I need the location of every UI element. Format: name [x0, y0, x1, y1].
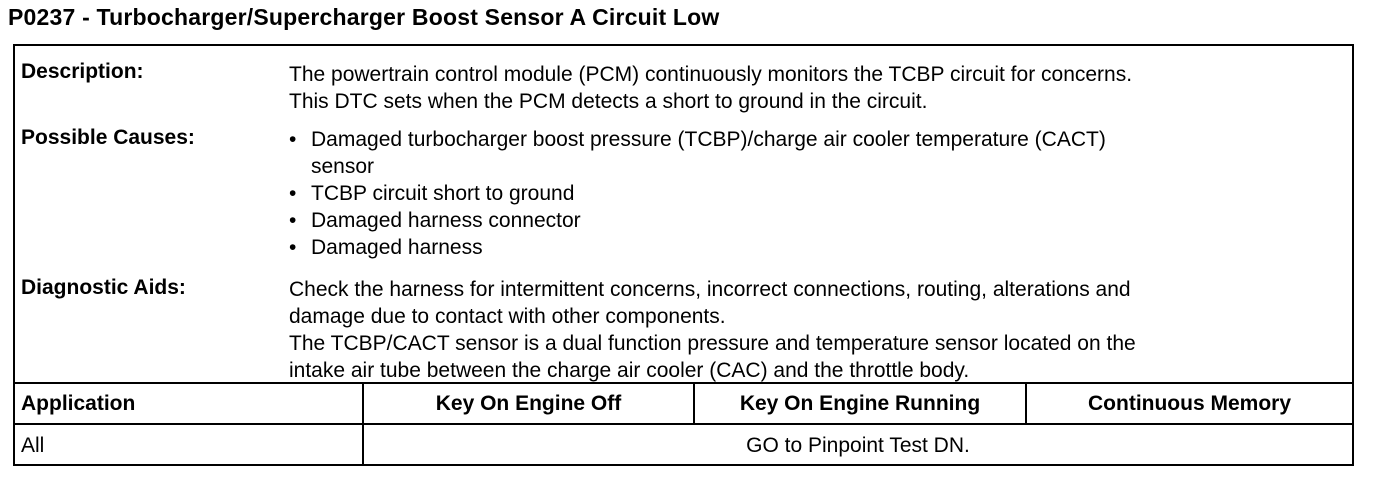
- cause-item: • Damaged harness: [289, 234, 1349, 261]
- cell-action: GO to Pinpoint Test DN.: [746, 433, 970, 457]
- diagnostic-aids-line: The TCBP/CACT sensor is a dual function pressure and temperature sensor located on the: [289, 332, 1136, 355]
- page-title: P0237 - Turbocharger/Supercharger Boost Sensor A Circuit Low: [8, 4, 720, 30]
- header-continuous-memory: Continuous Memory: [1088, 391, 1291, 415]
- description-text: [289, 61, 1349, 115]
- grid-data-row: [15, 425, 1352, 466]
- application-grid: [15, 382, 1352, 466]
- diagnostic-aids-line: Check the harness for intermittent concerns, incorrect connections, routing, alterations and: [289, 278, 1131, 301]
- diagnostic-aids-text: [289, 276, 1349, 384]
- header-key-on-engine-running: Key On Engine Running: [695, 384, 1027, 423]
- possible-causes-label: Possible Causes:: [21, 126, 195, 149]
- diagnostic-aids-line: damage due to contact with other components.: [289, 305, 726, 328]
- description-line: The powertrain control module (PCM) continuously monitors the TCBP circuit for concerns.: [289, 63, 1133, 86]
- cause-item: • TCBP circuit short to ground: [289, 180, 1349, 207]
- grid-header-row: [15, 384, 1352, 425]
- description-line: This DTC sets when the PCM detects a short to ground in the circuit.: [289, 90, 928, 113]
- header-application: Application: [15, 384, 364, 423]
- header-key-on-engine-off: Key On Engine Off: [364, 384, 695, 423]
- diagnostic-aids-line: intake air tube between the charge air cooler (CAC) and the throttle body.: [289, 359, 970, 382]
- dtc-info-table: [13, 44, 1354, 466]
- cause-item: • Damaged harness connector: [289, 207, 1349, 234]
- description-label: Description:: [21, 60, 144, 83]
- possible-causes-list: [289, 126, 1349, 261]
- cell-application: All: [15, 425, 364, 466]
- cause-item: • Damaged turbocharger boost pressure (TCBP)/charge air cooler temperature (CACT) sensor: [289, 126, 1349, 180]
- diagnostic-aids-label: Diagnostic Aids:: [21, 276, 186, 299]
